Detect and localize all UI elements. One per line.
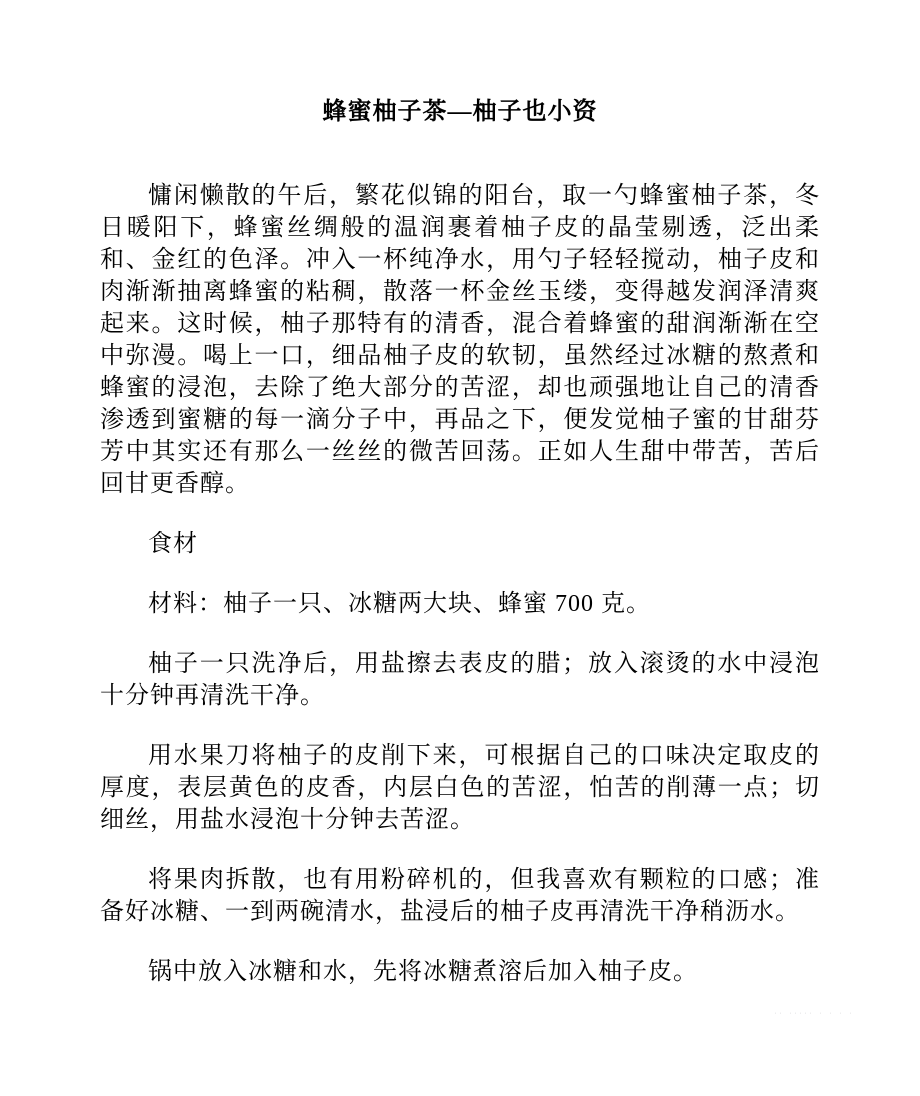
paragraph-materials: 材料：柚子一只、冰糖两大块、蜂蜜 700 克。 [148, 591, 651, 617]
paragraph-step-pulp: 将果肉拆散，也有用粉碎机的，但我喜欢有颗粒的口感；准备好冰糖、一到两碗清水，盐浸后的柚子皮再清洗干净稍沥水。 [100, 867, 820, 925]
paragraph-step-wash: 柚子一只洗净后，用盐擦去表皮的腊；放入滚烫的水中浸泡十分钟再清洗干净。 [100, 651, 820, 709]
paragraph-step-boil: 锅中放入冰糖和水，先将冰糖煮溶后加入柚子皮。 [148, 959, 698, 985]
heading-ingredients: 食材 [148, 531, 198, 557]
faint-watermark-marks: ·· ····· · · · · [774, 1011, 855, 1017]
paragraph-intro: 慵闲懒散的午后，繁花似锦的阳台，取一勺蜂蜜柚子茶，冬日暖阳下，蜂蜜丝绸般的温润裹着柚子皮的晶莹剔透，泛出柔和、金红的色泽。冲入一杯纯净水，用勺子轻轻搅动，柚子皮和肉渐渐抽离蜂蜜的粘稠，散落一杯金丝玉缕，变得越发润泽清爽起来。这时候，柚子那特有的清香，混合着蜂蜜的甜润渐渐在空中弥漫。喝上一口，细品柚子皮的软韧，虽然经过冰糖的熬煮和蜂蜜的浸泡，去除了绝大部分的苦涩，却也顽强地让自己的清香渗透到蜜糖的每一滴分子中，再品之下，便发觉柚子蜜的甘甜芬芳中其实还有那么一丝丝的微苦回荡。正如人生甜中带苦，苦后回甘更香醇。 [100, 183, 820, 497]
paragraph-step-peel: 用水果刀将柚子的皮削下来，可根据自己的口味决定取皮的厚度，表层黄色的皮香，内层白色的苦涩，怕苦的削薄一点；切细丝，用盐水浸泡十分钟去苦涩。 [100, 743, 820, 833]
document-title: 蜂蜜柚子茶—柚子也小资 [322, 99, 598, 125]
